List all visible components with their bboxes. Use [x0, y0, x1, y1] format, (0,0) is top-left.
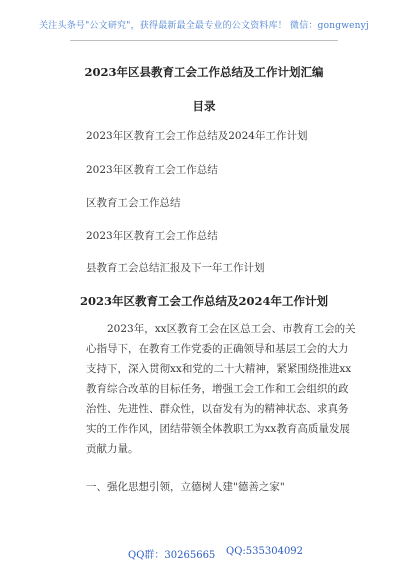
toc-item[interactable]: 2023年区教育工会工作总结 [86, 164, 218, 176]
paragraph-line: 教育综合改革的目标任务，增强工会工作和工会组织的政 [86, 383, 349, 395]
document-title: 2023年区县教育工会工作总结及工作计划汇编 [84, 65, 324, 79]
toc-item[interactable]: 县教育工会总结汇报及下一年工作计划 [86, 262, 265, 274]
body-paragraph [86, 319, 354, 459]
toc-heading: 目录 [192, 99, 216, 113]
paragraph-line: 心指导下，在教育工作党委的正确领导和基层工会的大力 [86, 343, 349, 355]
qq-group-contact: QQ群：30265665 [128, 550, 216, 561]
paragraph-line: 贡献力量。 [86, 443, 139, 455]
paragraph-line: 2023年，xx区教育工会在区总工会、市教育工会的关 [107, 323, 356, 335]
qq-contact: QQ:535304092 [226, 546, 304, 557]
section-title: 2023年区教育工会工作总结及2024年工作计划 [79, 294, 328, 308]
toc-item[interactable]: 2023年区教育工会工作总结及2024年工作计划 [86, 130, 308, 142]
toc-item[interactable]: 2023年区教育工会工作总结 [86, 230, 218, 242]
toc-item[interactable]: 区教育工会工作总结 [86, 197, 181, 209]
paragraph-line: 支持下，深入贯彻xx和党的二十大精神，紧紧围绕推进xx [86, 363, 352, 375]
paragraph-line: 治性、先进性、群众性，以奋发有为的精神状态、求真务 [86, 403, 349, 415]
paragraph-line: 实的工作作风，团结带领全体教职工为xx教育高质量发展 [86, 423, 350, 435]
header-banner: 关注头条号"公文研究"，获得最新最全最专业的公文资料库！ 微信：gongwenyj [39, 21, 369, 31]
sub-heading: 一、强化思想引领，立德树人建"德善之家" [86, 481, 285, 493]
header-divider [70, 40, 338, 41]
